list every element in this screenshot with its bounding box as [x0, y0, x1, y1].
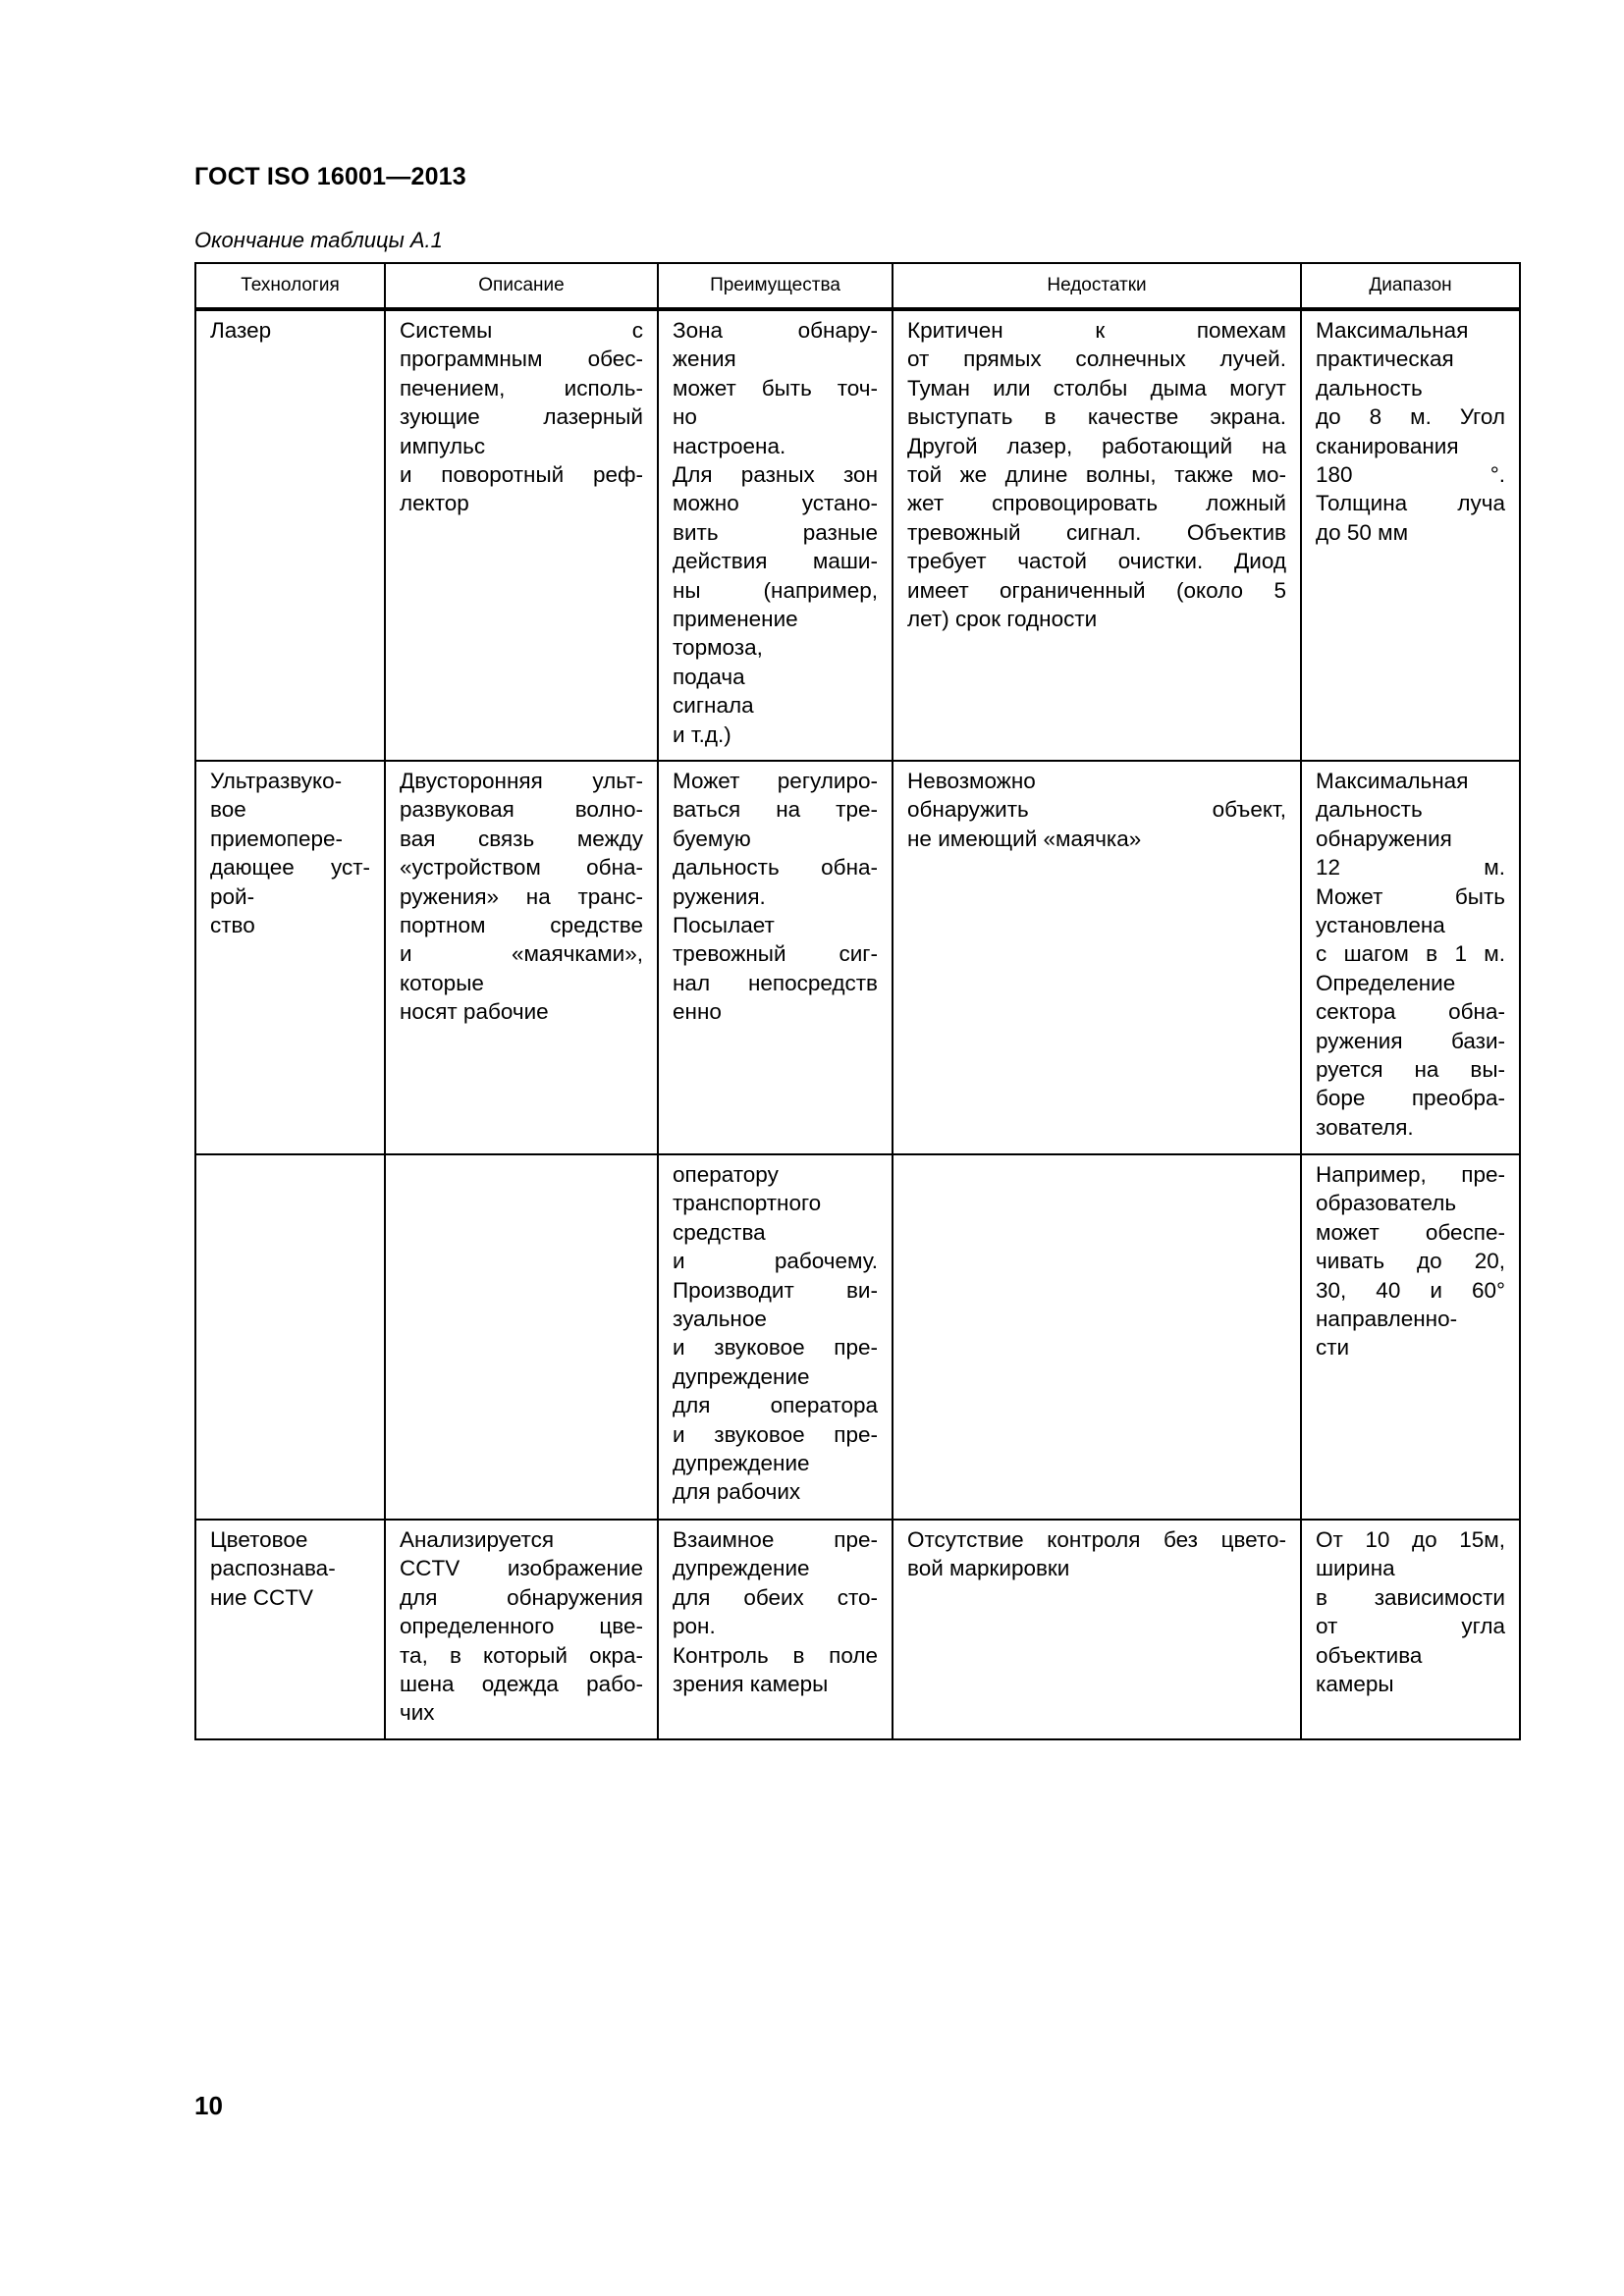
cell-text-line: Невозможно: [907, 769, 1036, 793]
cell-text-line: и рабочему.: [673, 1249, 878, 1274]
cell-text-line: обнаружить объект,: [907, 797, 1286, 823]
cell-text-line: для рабочих: [673, 1479, 801, 1505]
cell-text-line: в зависимости: [1316, 1584, 1505, 1610]
cell-text-line: практическая: [1316, 347, 1454, 372]
cell-text-line: буемую: [673, 826, 751, 851]
table-row: [195, 309, 1520, 761]
cell-text-line: зующие лазерный: [400, 404, 643, 430]
cell-text-line: Взаимное пре-: [673, 1527, 878, 1552]
cell-text-line: зователя.: [1316, 1114, 1414, 1140]
cell-text-line: до 50 мм: [1316, 519, 1409, 545]
cell-text-line: Максимальная: [1316, 318, 1469, 343]
cell-text-line: ны (например,: [673, 577, 878, 603]
cell-text-line: может обеспе-: [1316, 1219, 1505, 1245]
cell-text-line: тормоза,: [673, 635, 763, 661]
cell-text-line: образователь: [1316, 1191, 1457, 1216]
cell-text-line: может быть точ-: [673, 375, 878, 400]
cell-text-line: можно устано-: [673, 491, 878, 516]
table-caption: Окончание таблицы А.1: [194, 228, 443, 252]
cell-technology: [195, 761, 385, 1154]
cell-text-line: оператору: [673, 1162, 779, 1187]
cell-text-line: дальность: [1316, 797, 1423, 823]
table-row: [195, 1520, 1520, 1739]
cell-text-line: ширина: [1316, 1556, 1395, 1581]
cell-text-line: 30, 40 и 60°: [1316, 1277, 1505, 1303]
cell-description: [385, 761, 658, 1154]
cell-text-line: импульс: [400, 433, 486, 458]
cell-text-line: Другой лазер, работающий на: [907, 433, 1286, 458]
cell-text-line: вой маркировки: [907, 1556, 1070, 1581]
cell-text-line: распознава-: [210, 1556, 336, 1581]
cell-text-line: и поворотный реф-: [400, 462, 643, 488]
cell-text-line: ружения.: [673, 883, 766, 909]
cell-text-line: сектора обна-: [1316, 999, 1505, 1025]
cell-text-line: сти: [1316, 1335, 1350, 1361]
cell-disadvantages: [893, 761, 1301, 1154]
cell-advantages: [658, 309, 893, 761]
cell-text-line: жет спровоцировать ложный: [907, 491, 1286, 516]
cell-disadvantages: [893, 1154, 1301, 1520]
cell-description: [385, 309, 658, 761]
cell-text-line: направленно-: [1316, 1307, 1458, 1332]
cell-text-line: Может регулиро-: [673, 769, 878, 793]
cell-text-line: настроена.: [673, 433, 786, 458]
cell-text-line: для обнаружения: [400, 1584, 643, 1610]
cell-text-line: имеет ограниченный (около 5: [907, 577, 1286, 603]
column-header: Технология: [195, 263, 385, 309]
cell-text-line: определенного цве-: [400, 1614, 643, 1639]
cell-advantages: [658, 1520, 893, 1739]
cell-text-line: применение: [673, 607, 798, 632]
cell-text-line: рон.: [673, 1614, 716, 1639]
cell-text-line: вое: [210, 797, 246, 823]
cell-text-line: Критичен к помехам: [907, 318, 1286, 343]
cell-text-line: обнаружения: [1316, 826, 1452, 851]
cell-text-line: дупреждение: [673, 1556, 810, 1581]
cell-text-line: подача: [673, 664, 745, 689]
cell-text-line: и «маячками»,: [400, 941, 643, 967]
cell-text-line: Отсутствие контроля без цвето-: [907, 1527, 1286, 1552]
cell-text-line: сканирования: [1316, 433, 1459, 458]
cell-text-line: объектива: [1316, 1642, 1423, 1668]
cell-text-line: вая связь между: [400, 826, 643, 851]
cell-range: [1301, 309, 1520, 761]
cell-advantages: [658, 761, 893, 1154]
cell-text-line: чих: [400, 1700, 435, 1726]
cell-text-line: установлена: [1316, 913, 1445, 938]
cell-text-line: Двусторонняя ульт-: [400, 769, 643, 793]
cell-technology: [195, 309, 385, 761]
column-header: Недостатки: [893, 263, 1301, 309]
cell-technology: [195, 1154, 385, 1520]
cell-text-line: Максимальная: [1316, 769, 1469, 793]
cell-text-line: приемопере-: [210, 826, 343, 851]
cell-text-line: печением, исполь-: [400, 375, 643, 400]
cell-text-line: Например, пре-: [1316, 1162, 1505, 1187]
cell-description: [385, 1154, 658, 1520]
cell-text-line: Зона обнару-: [673, 318, 878, 343]
cell-text-line: для оператора: [673, 1393, 878, 1418]
table-row: [195, 1154, 1520, 1520]
cell-text-line: нал непосредств: [673, 970, 878, 995]
cell-text-line: носят рабочие: [400, 999, 549, 1025]
cell-text-line: сигнала: [673, 693, 754, 719]
cell-text-line: Производит ви-: [673, 1277, 878, 1303]
table-row: [195, 761, 1520, 1154]
cell-text-line: и звуковое пре-: [673, 1335, 878, 1361]
cell-text-line: дающее уст-: [210, 855, 370, 881]
cell-text-line: Толщина луча: [1316, 491, 1505, 516]
cell-text-line: до 8 м. Угол: [1316, 404, 1505, 430]
document-header: ГОСТ ISO 16001—2013: [194, 163, 466, 190]
table-header-row: [195, 263, 1520, 309]
cell-text-line: дупреждение: [673, 1363, 810, 1389]
cell-text-line: «устройством обна-: [400, 855, 643, 881]
cell-text-line: зрения камеры: [673, 1672, 829, 1697]
cell-text-line: 180 °.: [1316, 462, 1505, 488]
cell-text-line: транспортного: [673, 1191, 822, 1216]
cell-text-line: требует частой очистки. Диод: [907, 549, 1286, 574]
cell-disadvantages: [893, 309, 1301, 761]
cell-text-line: вить разные: [673, 519, 878, 545]
cell-text-line: действия маши-: [673, 549, 878, 574]
cell-text-line: ружения бази-: [1316, 1028, 1505, 1053]
cell-text-line: От 10 до 15м,: [1316, 1527, 1505, 1552]
cell-text-line: не имеющий «маячка»: [907, 826, 1142, 851]
cell-range: [1301, 1520, 1520, 1739]
cell-text-line: Цветовое: [210, 1527, 308, 1552]
cell-text-line: но: [673, 404, 697, 430]
cell-text-line: руется на вы-: [1316, 1057, 1505, 1083]
cell-text-line: развуковая волно-: [400, 797, 643, 823]
technology-comparison-table: [194, 262, 1521, 1740]
cell-text-line: чивать до 20,: [1316, 1249, 1505, 1274]
cell-text-line: и т.д.): [673, 721, 731, 747]
cell-text-line: Системы с: [400, 318, 643, 343]
cell-text-line: лектор: [400, 491, 469, 516]
cell-description: [385, 1520, 658, 1739]
cell-text-line: боре преобра-: [1316, 1086, 1505, 1111]
cell-text-line: Определение: [1316, 970, 1456, 995]
cell-text-line: Анализируется: [400, 1527, 555, 1552]
cell-text-line: Туман или столбы дыма могут: [907, 375, 1286, 400]
cell-text-line: ние CCTV: [210, 1584, 314, 1610]
cell-text-line: дупреждение: [673, 1451, 810, 1476]
cell-text-line: и звуковое пре-: [673, 1421, 878, 1447]
cell-text-line: дальность обна-: [673, 855, 878, 881]
cell-text-line: той же длине волны, также мо-: [907, 462, 1286, 488]
column-header: Преимущества: [658, 263, 893, 309]
cell-text-line: Ультразвуко-: [210, 769, 343, 793]
cell-text-line: дальность: [1316, 375, 1423, 400]
cell-text-line: средства: [673, 1219, 766, 1245]
cell-text-line: тревожный сиг-: [673, 941, 878, 967]
page-number: 10: [194, 2091, 223, 2120]
cell-text-line: с шагом в 1 м.: [1316, 941, 1505, 967]
cell-advantages: [658, 1154, 893, 1520]
cell-text-line: Лазер: [210, 318, 272, 343]
cell-text-line: CCTV изображение: [400, 1556, 643, 1581]
cell-text-line: рой-: [210, 883, 255, 909]
cell-text-line: Посылает: [673, 913, 775, 938]
cell-text-line: жения: [673, 347, 736, 372]
cell-text-line: шена одежда рабо-: [400, 1672, 643, 1697]
cell-text-line: от угла: [1316, 1614, 1505, 1639]
cell-text-line: Для разных зон: [673, 462, 878, 488]
cell-text-line: енно: [673, 999, 722, 1025]
cell-text-line: от прямых солнечных лучей.: [907, 347, 1286, 372]
cell-text-line: ство: [210, 913, 255, 938]
cell-text-line: камеры: [1316, 1672, 1394, 1697]
cell-text-line: которые: [400, 970, 484, 995]
cell-text-line: та, в который окра-: [400, 1642, 643, 1668]
cell-text-line: выступать в качестве экрана.: [907, 404, 1286, 430]
cell-text-line: тревожный сигнал. Объектив: [907, 519, 1286, 545]
cell-range: [1301, 761, 1520, 1154]
cell-text-line: для обеих сто-: [673, 1584, 878, 1610]
cell-text-line: портном средстве: [400, 913, 643, 938]
cell-text-line: ружения» на транс-: [400, 883, 643, 909]
cell-text-line: ваться на тре-: [673, 797, 878, 823]
column-header: Описание: [385, 263, 658, 309]
cell-technology: [195, 1520, 385, 1739]
cell-disadvantages: [893, 1520, 1301, 1739]
cell-text-line: Может быть: [1316, 883, 1505, 909]
cell-text-line: Контроль в поле: [673, 1642, 878, 1668]
column-header: Диапазон: [1301, 263, 1520, 309]
cell-range: [1301, 1154, 1520, 1520]
cell-text-line: зуальное: [673, 1307, 767, 1332]
cell-text-line: программным обес-: [400, 347, 643, 372]
cell-text-line: лет) срок годности: [907, 607, 1098, 632]
cell-text-line: 12 м.: [1316, 855, 1505, 881]
